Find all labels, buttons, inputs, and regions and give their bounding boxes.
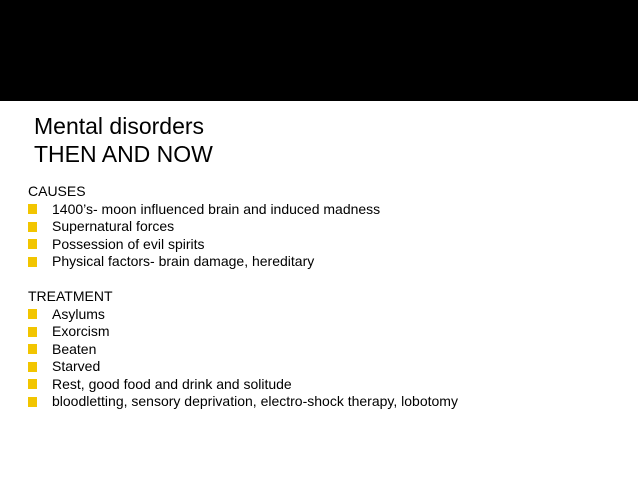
list-item — [28, 376, 628, 394]
list-item — [28, 201, 628, 219]
square-bullet-icon — [28, 379, 37, 389]
list-item-text: Possession of evil spirits — [52, 235, 205, 252]
list-item-text: Beaten — [52, 340, 97, 357]
square-bullet-icon — [28, 257, 37, 267]
list-item-text: Physical factors- brain damage, hereditary — [52, 253, 315, 269]
list-item-text: Starved — [52, 358, 101, 374]
list-item — [28, 323, 628, 341]
list-item-text: Exorcism — [52, 323, 110, 339]
list-item-text: bloodletting, sensory deprivation, electro-shock therapy, lobotomy — [52, 393, 458, 409]
section-spacer — [28, 271, 628, 289]
list-item — [28, 253, 628, 271]
square-bullet-icon — [28, 204, 37, 214]
slide-title-line-1: Mental disorders — [34, 113, 205, 139]
list-item-text: Rest, good food and drink and solitude — [52, 375, 292, 392]
list-item — [28, 358, 628, 376]
slide-body — [28, 183, 628, 411]
square-bullet-icon — [28, 397, 37, 407]
list-item-text: Asylums — [52, 305, 105, 322]
list-item — [28, 393, 628, 411]
list-item — [28, 218, 628, 236]
list-item-text: Supernatural forces — [52, 218, 175, 234]
list-item — [28, 306, 628, 324]
slide-title — [34, 112, 213, 168]
header-bar — [0, 0, 638, 101]
list-item — [28, 341, 628, 359]
square-bullet-icon — [28, 309, 37, 319]
causes-list — [28, 201, 628, 271]
square-bullet-icon — [28, 222, 37, 232]
square-bullet-icon — [28, 362, 37, 372]
treatment-heading: TREATMENT — [28, 288, 113, 304]
square-bullet-icon — [28, 344, 37, 354]
causes-heading: CAUSES — [28, 183, 86, 199]
square-bullet-icon — [28, 327, 37, 337]
treatment-list — [28, 306, 628, 411]
list-item — [28, 236, 628, 254]
slide-title-line-2: THEN AND NOW — [34, 141, 213, 167]
square-bullet-icon — [28, 239, 37, 249]
list-item-text: 1400’s- moon influenced brain and induced madness — [52, 200, 381, 217]
